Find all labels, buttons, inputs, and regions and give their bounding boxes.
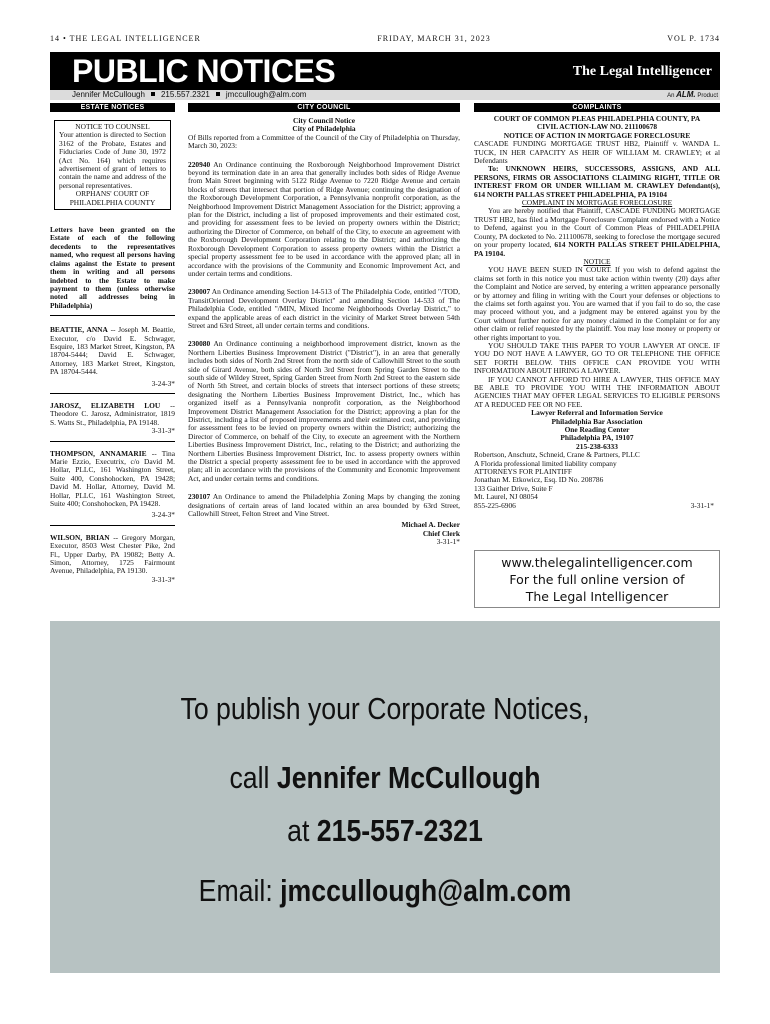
bill-text: An Ordinance amending Section 14-513 of The Philadelphia Code, entitled "/TOD, TransitOriented Development Overlay District" and amending Section 14-533 of The Philadelphia Code, entitled "/MIN, Mixed Income Neighborhoods Overlay District," to expand the applicable areas of each district in the vicinity of Market Street between 54th Street and 63rd Street, all under certain terms and conditions. — [188, 287, 460, 330]
estate-notices-column — [50, 103, 175, 584]
divider — [50, 315, 175, 316]
divider — [50, 393, 175, 394]
bill-number: 230007 — [188, 287, 211, 297]
case-parties: CASCADE FUNDING MORTGAGE TRUST HB2, Plaintiff v. WANDA L. TUCK, IN HER CAPACITY AS HEIR OF WILLIAM M. CRAWLEY; et al Defendants — [474, 139, 720, 166]
entry-date: 3-31-1* — [436, 537, 460, 547]
section-title: PUBLIC NOTICES — [72, 52, 336, 90]
firm-phone-row — [474, 502, 720, 510]
civil-action-number: CIVIL ACTION-LAW NO. 211100678 — [536, 122, 658, 132]
decedent-name: THOMPSON, ANNAMARIE — [50, 448, 147, 458]
complaint-body-text: You are hereby notified that Plaintiff, CASCADE FUNDING MORTGAGE TRUST HB2, has filed a Mortgage Foreclosure Complaint endorsed with a Notice to Defend, against you in the Court of Common Pleas of PHILADELPHIA County, PA docketed to No. 211100678, seeking to foreclose the mortgage secured on your property located, — [474, 206, 720, 250]
estate-entry-text: -- Theodore C. Jarosz, Administrator, 1819 S. Watts St., Philadelphia, PA 19148. — [50, 400, 175, 427]
court-name: COURT OF COMMON PLEAS PHILADELPHIA COUNTY, PA — [493, 114, 701, 123]
ad-phone: 215-557-2321 — [316, 813, 483, 848]
alm-product-tag — [667, 90, 718, 101]
estate-notices-heading: ESTATE NOTICES — [50, 103, 175, 112]
firm-line: A Florida professional limited liability company — [474, 458, 617, 468]
counsel-body: Your attention is directed to Section 3162 of the Probate, Estates and Fiduciaries Code of June 30, 1972 (Act No. 164) which requires advertisement of grant of letters to contain the name and address of the personal representatives. — [59, 130, 166, 190]
firm-line: ATTORNEYS FOR PLAINTIFF — [474, 467, 573, 477]
ad-email-label: Email: — [198, 873, 281, 908]
alm-logo: ALM. — [676, 90, 696, 99]
bar-line: Lawyer Referral and Information Service — [531, 408, 663, 418]
entry-date: 3-31-3* — [151, 574, 175, 584]
letters-granted-text: Letters have been granted on the Estate of each of the following decedents to the representatives named, who request all persons having claims against the Estate to present them in writing and all persons indebted to the Estate to make payment to them (unless otherwise noted all addresses being in Philadelphia) — [50, 225, 175, 310]
website-line: For the full online version of — [509, 572, 685, 587]
corporate-notices-ad — [50, 621, 720, 973]
entry-date: 3-24-3* — [151, 378, 175, 388]
city-council-column — [188, 103, 460, 547]
estate-entry — [50, 450, 175, 520]
bill-item — [188, 161, 460, 279]
bill-item — [188, 493, 460, 518]
take-paper-text: YOU SHOULD TAKE THIS PAPER TO YOUR LAWYER AT ONCE. IF YOU DO NOT HAVE A LAWYER, GO TO OR TELEPHONE THE OFFICE SET FORTH BELOW. THIS OFFICE CAN PROVIDE YOU WITH INFORMATION ABOUT HIRING A LAWYER. — [474, 340, 720, 376]
law-firm-block — [474, 451, 720, 510]
decedent-name: BEATTIE, ANNA — [50, 325, 108, 335]
notice-to-counsel-box — [54, 120, 171, 210]
bar-line: Philadelphia Bar Association — [551, 416, 643, 426]
contact-name: Jennifer McCullough — [72, 90, 145, 99]
estate-entry-text: -- Gregory Morgan, Executor, 8503 West Chester Pike, 2nd Fl., Upper Darby, PA 19082; Betty A. Simon, Attorney, 1725 Fairmount Avenue, Philadelphia, PA 19130. — [50, 532, 175, 576]
signer-title: Chief Clerk — [422, 528, 460, 538]
product-pre: An — [667, 93, 675, 99]
bar-line: 215-238-6333 — [576, 441, 618, 451]
entry-date: 3-31-1* — [690, 500, 714, 510]
website-line: The Legal Intelligencer — [525, 589, 669, 604]
ad-line-1: To publish your Corporate Notices, — [180, 691, 590, 726]
ad-email: jmccullough@alm.com — [280, 873, 572, 908]
counsel-title: NOTICE TO COUNSEL — [75, 122, 150, 131]
decedent-name: JAROSZ, ELIZABETH LOU — [50, 400, 161, 410]
estate-entry — [50, 534, 175, 584]
issue-date: FRIDAY, MARCH 31, 2023 — [377, 34, 491, 43]
bar-line: Philadelphia PA, 19107 — [560, 433, 634, 443]
decedent-name: WILSON, BRIAN — [50, 532, 110, 542]
bullet-icon — [151, 92, 155, 96]
firm-line: Jonathan M. Etkowicz, Esq. ID No. 208786 — [474, 475, 604, 485]
bar-line: One Reading Center — [564, 425, 630, 435]
contact-email: jmccullough@alm.com — [225, 90, 307, 99]
firm-line: Robertson, Anschutz, Schneid, Crane & Partners, PLLC — [474, 450, 640, 460]
ad-line-4 — [97, 873, 673, 909]
notice-title: NOTICE — [583, 256, 611, 266]
divider — [50, 525, 175, 526]
masthead-logo: The Legal Intelligencer — [572, 64, 712, 79]
ad-call-label: call — [229, 760, 277, 795]
city-council-heading: CITY COUNCIL — [188, 103, 460, 112]
website-box — [474, 550, 720, 608]
firm-line: 133 Gaither Drive, Suite F — [474, 483, 553, 493]
bill-number: 220940 — [188, 159, 211, 169]
bill-text: An Ordinance to amend the Philadelphia Zoning Maps by changing the zoning designations of certain areas of land located within an area bounded by 63rd Street, Callowhill Street, Felton Street and Vine Street. — [188, 492, 460, 519]
intro-text: Of Bills reported from a Committee of the Council of the City of Philadelphia on Thursday, March 30, 2023: — [188, 132, 460, 151]
product-post: Product — [697, 93, 718, 99]
bill-number: 230107 — [188, 492, 211, 502]
running-header — [50, 34, 720, 46]
bullet-icon — [216, 92, 220, 96]
ad-contact-name: Jennifer McCullough — [276, 760, 541, 795]
bill-text: An Ordinance continuing the Roxborough Neighborhood Improvement District beyond its termination date in an area that generally includes both sides of Ridge Avenue from Main Street beginning with 5122 Ridge Avenue to 7220 Ridge Avenue and certain blocks of streets that intersect that portion of Ridge Avenue; continuing the designation of the Roxborough Development Corporation, a Pennsylvania nonprofit corporation, as the Neighborhood Improvement District Management Association for the District; approving a plan for the District, including a list of proposed improvements and their estimated cost, and providing for assessment fees to be levied on property owners within the District; authorizing the Director of Commerce, on behalf of the City, to execute an agreement with the Roxborough Development Corporation relating to the District; and authorizing the Roxborough Development Corporation to assess property owners within the District a special property assessment fee to be used in accordance with the approved plan; all in accordance with the provisions of the Community and Economic Improvement Act, and under certain terms and conditions. — [188, 159, 460, 278]
contact-info — [72, 90, 306, 100]
estate-entry — [50, 402, 175, 436]
estate-entry-text: -- Joseph M. Beattie, Executor, c/o David E. Schwager, Esquire, 183 Market Street, Kingston, PA 18704-5444; David E. Schwager, Attorney, 183 Market Street, Kingston, PA 18704-5444. — [50, 325, 175, 377]
counsel-footer: ORPHANS' COURT OF PHILADELPHIA COUNTY — [69, 189, 156, 207]
bill-item — [188, 340, 460, 483]
section-banner — [50, 52, 720, 92]
contact-bar — [50, 90, 720, 100]
bill-text: An Ordinance continuing a neighborhood improvement district, known as the Northern Liberties Business Improvement District ("District"), in an area that generally includes both sides of North 2nd Street from the north side of Callowhill Street to the south side of Girard Avenue, both sides of North 3rd Street from Spring Garden Street to the south side of Wildey Street, Spring Garden Street from North 2nd Street to the eastern side of North 5th Street, and certain blocks of streets that intersect portions of these streets; designating the Northern Liberties Business Improvement District, Inc., which has organized itself as a Pennsylvania nonprofit corporation, as the Neighborhood Improvement District Management Association for the District; approving a plan for the District, including a list of proposed improvements and their estimated cost, and providing for assessment fees to be levied on property owners within the District; authorizing the Director of Commerce, on behalf of the City, to execute an agreement with the Northern Liberties Business Improvement District, Inc., relating to the District; and authorizing the Northern Liberties Business Improvement District, Inc. to assess property owners within the District a special property assessment fee to be used in accordance with the approved plan; all in accordance with the provisions of the Community and Economic Improvement Act, and under certain terms and conditions. — [188, 339, 460, 483]
firm-line: Mt. Laurel, NJ 08054 — [474, 492, 538, 502]
notice-body: YOU HAVE BEEN SUED IN COURT. If you wish to defend against the claims set forth in this notice you must take action within twenty (20) days after the Complaint and Notice are served, by entering a written appearance personally or by attorney and filing in writing with the Court your defenses or objections to the claims set forth against you. You are warned that if you fail to do so, the case may proceed without you, and a judgment may be entered against you by the Court without further notice for any money claimed in the Complaint or for any other claim or relief requested by the plaintiff. You may lose money or property or other rights important to you. — [474, 265, 720, 342]
notice-title: City Council Notice — [293, 116, 355, 125]
divider — [50, 441, 175, 442]
notice-of-action: NOTICE OF ACTION IN MORTGAGE FORECLOSURE — [503, 130, 691, 140]
complaints-column — [474, 103, 720, 510]
signer-name: Michael A. Decker — [401, 520, 460, 530]
complaint-body — [474, 207, 720, 257]
estate-entry-text: -- Tina Marie Ezzio, Executrix, c/o David M. Hollar, PLLC, 161 Washington Street, Suite 400, Conshohocken, PA 19428; David M. Hollar, Attorney, David M. Hollar, PLLC, 161 Washington Street, Suite 400; Conshohocken, PA 19428. — [50, 448, 175, 509]
complaints-heading: COMPLAINTS — [474, 103, 720, 112]
page-folio: 14 • THE LEGAL INTELLIGENCER — [50, 34, 201, 43]
estate-entry — [50, 326, 175, 388]
afford-text: IF YOU CANNOT AFFORD TO HIRE A LAWYER, THIS OFFICE MAY BE ABLE TO PROVIDE YOU WITH THE INFORMATION ABOUT AGENCIES THAT MAY OFFER LEGAL SERVICES TO ELIGIBLE PERSONS AT A REDUCED FEE OR NO FEE. — [474, 374, 720, 409]
bar-referral-block — [474, 409, 720, 451]
ad-line-2 — [97, 760, 673, 796]
notice-subtitle: City of Philadelphia — [292, 124, 356, 134]
complaint-title: COMPLAINT IN MORTGAGE FORECLOSURE — [521, 198, 673, 208]
entry-date: 3-24-3* — [151, 510, 175, 520]
ad-line-3 — [97, 813, 673, 849]
entry-date: 3-31-3* — [151, 426, 175, 436]
firm-phone: 855-225-6906 — [474, 500, 516, 510]
property-address: 614 NORTH PALLAS STREET PHILADELPHIA, PA 19104. — [474, 240, 720, 258]
website-url[interactable]: www.thelegalintelligencer.com — [501, 555, 693, 570]
bill-number: 230080 — [188, 339, 211, 349]
ad-at-label: at — [287, 813, 317, 848]
contact-phone: 215.557.2321 — [160, 90, 210, 99]
volume-page: VOL P. 1734 — [667, 34, 720, 43]
addressees: To: UNKNOWN HEIRS, SUCCESSORS, ASSIGNS, AND ALL PERSONS, FIRMS OR ASSOCIATIONS CLAIMING RIGHT, TITLE OR INTEREST FROM OR UNDER WILLIAM M. CRAWLEY Defendant(s), 614 NORTH PALLAS STREET PHILADELPHIA, PA 19104 — [474, 164, 720, 199]
bill-item — [188, 288, 460, 330]
